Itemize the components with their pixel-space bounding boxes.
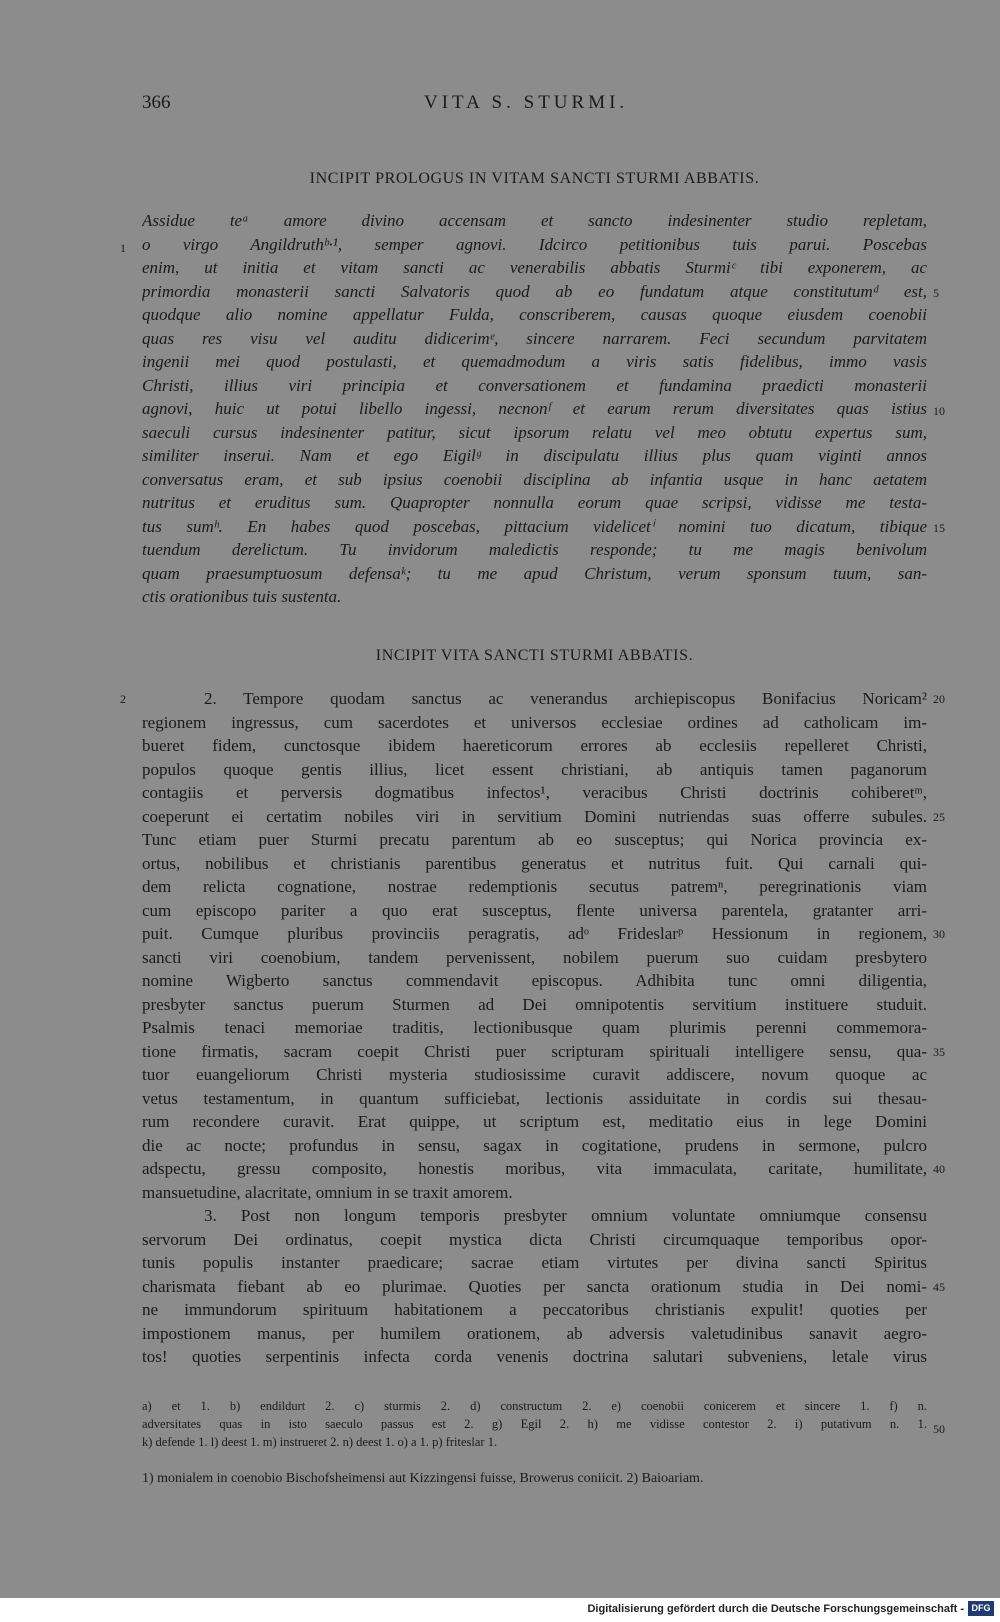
prologue-line: Assidue teᵃ amore divino accensam et sancto indesinenter studio repletam,: [142, 211, 927, 230]
vita-line: ne immundorum spirituum habitationem a peccatoribus christianis expulit! quoties per: [142, 1300, 927, 1319]
prologue-line: agnovi, huic ut potui libello ingessi, necnonᶠ et earum rerum diversitates quas istius: [142, 399, 927, 418]
page-number: 366: [142, 92, 171, 113]
variant-note-line: k) defende 1. l) deest 1. m) instrueret 2. n) deest 1. o) a 1. p) friteslar 1.: [142, 1435, 498, 1449]
vita-line: regionem ingressus, cum sacerdotes et universos ecclesiae ordines ad catholicam im-: [142, 712, 927, 732]
prologue-text: [142, 209, 927, 609]
prologue-line: ctis orationibus tuis sustenta.: [142, 587, 342, 606]
margin-number: 30: [933, 927, 945, 941]
vita-line: 3. Post non longum temporis presbyter omnium voluntate omniumque consensu: [204, 1206, 927, 1225]
running-head: VITA S. STURMI.: [424, 92, 629, 113]
vita-line: cum episcopo pariter a quo erat susceptus, flente universa parentela, gratanter arri-: [142, 900, 927, 920]
page-header: [142, 92, 927, 122]
prologue-line: quas res visu vel auditu didicerimᵉ, sincere narrarem. Feci secundum parvitatem: [142, 328, 927, 348]
vita-heading: INCIPIT VITA SANCTI STURMI ABBATIS.: [375, 647, 694, 664]
variant-note-line: a) et 1. b) endildurt 2. c) sturmis 2. d) constructum 2. e) coenobii conicerem et sincere 1. f) n.: [142, 1399, 927, 1413]
prologue-line: o virgo Angildruthᵇ·¹, semper agnovi. Idcirco petitionibus tuis parui. Poscebas: [142, 234, 927, 254]
prologue-line: ingenii mei quod postulasti, et quemadmodum a viris satis fidelibus, immo vasis: [142, 352, 927, 371]
prologue-heading: INCIPIT PROLOGUS IN VITAM SANCTI STURMI ABBATIS.: [309, 170, 760, 187]
vita-line: Tunc etiam puer Sturmi precatu parentum ab eo susceptus; qui Norica provincia ex-: [142, 830, 927, 849]
margin-number: 10: [933, 404, 945, 418]
vita-line: contagiis et perversis dogmatibus infectos¹, veracibus Christi doctrinis cohiberetᵐ,: [142, 783, 927, 802]
margin-number: 2: [120, 692, 126, 706]
prologue-line: tuendum derelictum. Tu invidorum maledictis responde; tu me magis benivolum: [142, 540, 927, 559]
vita-line: rum recondere curavit. Erat quippe, ut scriptum est, meditatio eius in lege Domini: [142, 1112, 927, 1131]
vita-line: populos quoque gentis illius, licet essent christiani, ab antiquis tamen paganorum: [142, 759, 927, 779]
vita-line: tuor euangeliorum Christi mysteria studiosissime curavit addiscere, novum quoque ac: [142, 1065, 927, 1084]
vita-line: tione firmatis, sacram coepit Christi puer scripturam spirituali intelligere sensu, qua-: [142, 1041, 927, 1061]
vita-line: tos! quoties serpentinis infecta corda venenis doctrina salutari subveniens, letale virus: [142, 1347, 927, 1366]
prologue-line: conversatus eram, et sub ipsius coenobii disciplina ab infantia usque in hanc aetatem: [142, 469, 927, 489]
prologue-line: enim, ut initia et vitam sancti ac venerabilis abbatis Sturmiᶜ tibi exponerem, ac: [142, 258, 927, 277]
prologue-line: primordia monasterii sancti Salvatoris quod ab eo fundatum atque constitutumᵈ est,: [142, 281, 927, 301]
footnotes: [142, 1468, 927, 1490]
variant-note-line: adversitates quas in isto saeculo passus est 2. g) Egil 2. h) me vidisse contestor 2. i) putativum n. 1.: [142, 1417, 927, 1431]
prologue-line: quam praesumptuosum defensaᵏ; tu me apud Christum, verum sponsum tuum, san-: [142, 563, 927, 583]
margin-number: 35: [933, 1045, 945, 1059]
margin-number: 40: [933, 1162, 945, 1176]
prologue-line: quodque alio nomine appellatur Fulda, conscriberem, causas quoque eiusdem coenobii: [142, 305, 927, 324]
prologue-line: nutritus et eruditus sum. Quapropter nonnulla eorum quae scripsi, vidisse me testa-: [142, 493, 927, 512]
prologue-line: tus sumʰ. En habes quod poscebas, pittacium videlicetⁱ nomini tuo dicatum, tibique: [142, 516, 927, 536]
digitization-credit: Digitalisierung gefördert durch die Deutsche Forschungsgemeinschaft -: [587, 1603, 964, 1615]
vita-line: charismata fiebant ab eo plurimae. Quoties per sancta orationum studia in Dei nomi-: [142, 1276, 927, 1296]
vita-line: adspectu, gressu composito, honestis moribus, vita immaculata, caritate, humilitate,: [142, 1159, 927, 1178]
prologue-line: similiter inserui. Nam et ego Eigilᵍ in discipulatu illius plus quam viginti annos: [142, 446, 927, 465]
vita-line: sancti viri coenobium, tandem pervenissent, nobilem puerum suo cuidam presbytero: [142, 947, 927, 967]
prologue-line: Christi, illius viri principia et conversationem et fundamina praedicti monasterii: [142, 375, 927, 395]
margin-number: 15: [933, 521, 945, 535]
vita-line: tunis populis instanter praedicare; sacrae etiam virtutes per divina sancti Spiritus: [142, 1253, 927, 1272]
vita-line: impostionem manus, per humilem orationem, ab adversis valetudinibus sanavit aegro-: [142, 1323, 927, 1343]
vita-line: Psalmis tenaci memoriae traditis, lectionibusque quam plurimis perenni commemora-: [142, 1018, 927, 1037]
margin-number: 20: [933, 692, 945, 706]
vita-text: [142, 687, 927, 1369]
margin-number: 25: [933, 810, 945, 824]
footnote-line: 1) monialem in coenobio Bischofsheimensi aut Kizzingensi fuisse, Browerus coniicit. 2) Baioariam.: [142, 1471, 704, 1486]
vita-line: puit. Cumque pluribus provinciis peragratis, adᵒ Frideslarᵖ Hessionum in regionem,: [142, 924, 927, 943]
vita-line: servorum Dei ordinatus, coepit mystica dicta Christi circumquaque temporibus opor-: [142, 1229, 927, 1249]
margin-number: 45: [933, 1280, 945, 1294]
margin-number: 50: [933, 1422, 945, 1436]
variant-notes: [142, 1397, 927, 1451]
vita-line: mansuetudine, alacritate, omnium in se traxit amorem.: [142, 1182, 513, 1202]
margin-number: 1: [120, 241, 126, 255]
vita-line: 2. Tempore quodam sanctus ac venerandus archiepiscopus Bonifacius Noricam²: [204, 689, 927, 708]
vita-line: coeperunt ei certatim nobiles viri in servitium Domini nutriendas suas offerre subules.: [142, 806, 927, 826]
prologue-line: saeculi cursus indesinenter patitur, sicut ipsorum relatu vel meo obtutu expertus sum,: [142, 422, 927, 442]
vita-line: presbyter sanctus puerum Sturmen ad Dei omnipotentis servitium instituere studuit.: [142, 994, 927, 1014]
vita-line: bueret fidem, cunctosque ibidem haereticorum errores ab ecclesiis repelleret Christi,: [142, 736, 927, 755]
vita-line: die ac nocte; profundus in sensu, sagax in cogitatione, prudens in sermone, pulcro: [142, 1135, 927, 1155]
vita-line: dem relicta cognatione, nostrae redemptionis secutus patremⁿ, peregrinationis viam: [142, 877, 927, 896]
dfg-logo: DFG: [968, 1601, 994, 1616]
margin-number: 5: [933, 286, 939, 300]
vita-line: vetus testamentum, in quantum sufficiebat, lectionis assiduitate in cordis sui thesau-: [142, 1088, 927, 1108]
vita-line: ortus, nobilibus et christianis parentibus generatus et nutritus fuit. Qui carnali qui-: [142, 853, 927, 873]
vita-line: nomine Wigberto sanctus commendavit episcopus. Adhibita tunc omni diligentia,: [142, 971, 927, 990]
